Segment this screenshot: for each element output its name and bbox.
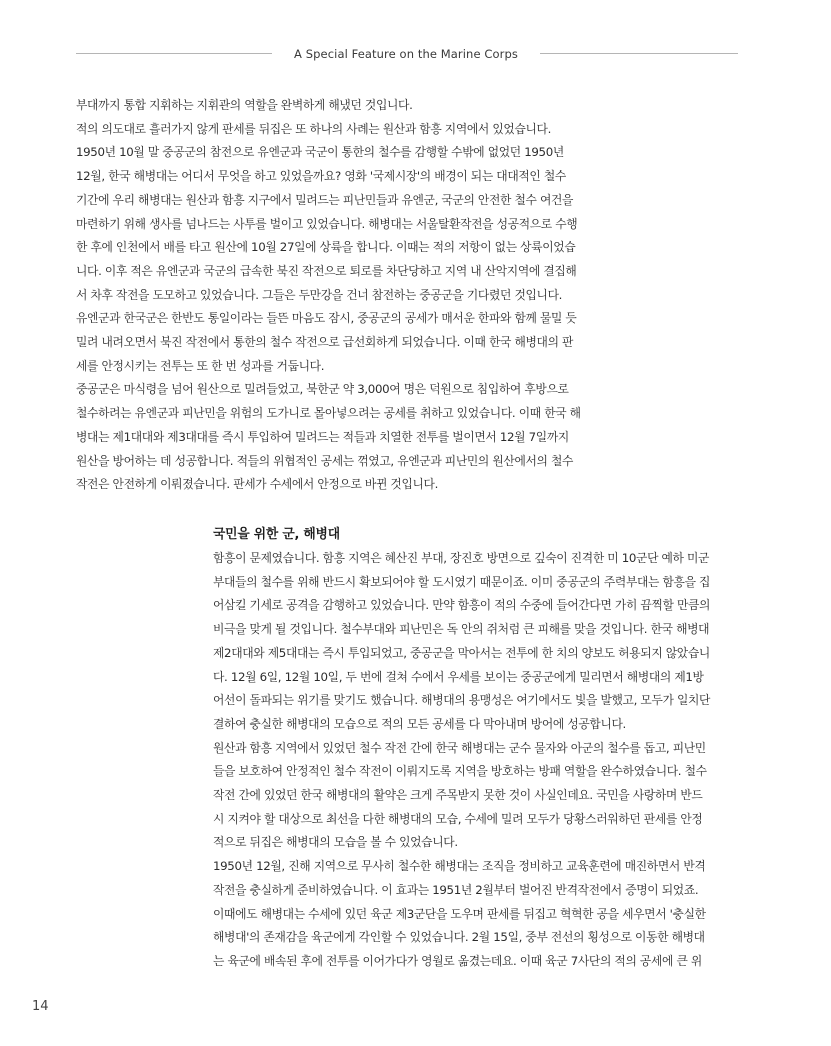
text-line: 부대들의 철수를 위해 반드시 확보되어야 할 도시였기 때문이죠. 이미 중공군의 주력부대는 함흥을 집 (213, 574, 711, 589)
text-line: 작전은 안전하게 이뤄졌습니다. 판세가 수세에서 안정으로 바뀐 것입니다. (76, 477, 438, 492)
text-line: 는 육군에 배속된 후에 전투를 이어가다가 영월로 옮겼는데요. 이때 육군 7사단의 적의 공세에 큰 위 (213, 953, 702, 968)
text-line: 해병대'의 존재감을 육군에게 각인할 수 있었습니다. 2월 15일, 중부 전선의 횡성으로 이동한 해병대 (213, 930, 705, 945)
page-number: 14 (32, 999, 49, 1014)
header-rule-right (540, 53, 738, 54)
body-column-2 (213, 524, 739, 974)
text-line: 적의 의도대로 흘러가지 않게 판세를 뒤집은 또 하나의 사례는 원산과 함흥 지역에서 있었습니다. (76, 121, 551, 136)
text-line: 원산을 방어하는 데 성공합니다. 적들의 위협적인 공세는 꺾였고, 유엔군과 피난민의 원산에서의 철수 (76, 453, 574, 468)
text-line: 마련하기 위해 생사를 넘나드는 사투를 벌이고 있었습니다. 해병대는 서울탈환작전을 성공적으로 수행 (76, 216, 578, 231)
text-line: 비극을 맞게 될 것입니다. 철수부대와 피난민은 독 안의 쥐처럼 큰 피해를 맞을 것입니다. 한국 해병대 (213, 622, 710, 637)
text-line: 한 후에 인천에서 배를 타고 원산에 10월 27일에 상륙을 합니다. 이때는 적의 저항이 없는 상륙이었습 (76, 240, 576, 255)
text-line: 어삼킬 기세로 공격을 감행하고 있었습니다. 만약 함흥이 적의 수중에 들어간다면 가히 끔찍할 만큼의 (213, 598, 711, 613)
section-heading: 국민을 위한 군, 해병대 (213, 527, 340, 542)
text-line: 다. 12월 6일, 12월 10일, 두 번에 걸쳐 수에서 우세를 보이는 중공군에게 밀리면서 해병대의 제1방 (213, 669, 704, 684)
text-line: 적으로 뒤집은 해병대의 모습을 볼 수 있었습니다. (213, 835, 458, 850)
text-line: 부대까지 통합 지휘하는 지휘관의 역할을 완벽하게 해냈던 것입니다. (76, 98, 413, 112)
text-line: 병대는 제1대대와 제3대대를 즉시 투입하여 밀려드는 적들과 치열한 전투를 벌이면서 12월 7일까지 (76, 429, 569, 444)
text-line: 니다. 이후 적은 유엔군과 국군의 급속한 북진 작전으로 퇴로를 차단당하고 지역 내 산악지역에 결집해 (76, 263, 577, 278)
running-header (76, 44, 738, 64)
text-line: 중공군은 마식령을 넘어 원산으로 밀려들었고, 북한군 약 3,000여 명은 덕원으로 침입하여 후방으로 (76, 382, 569, 397)
text-line: 제2대대와 제5대대는 즉시 투입되었고, 중공군을 막아서는 전투에 한 치의 양보도 허용되지 않았습니 (213, 645, 710, 660)
text-line: 세를 안정시키는 전투는 또 한 번 성과를 거둡니다. (76, 358, 325, 373)
text-line: 원산과 함흥 지역에서 있었던 철수 작전 간에 한국 해병대는 군수 물자와 아군의 철수를 돕고, 피난민 (213, 740, 706, 755)
text-line: 결하여 충실한 해병대의 모습으로 적의 모든 공세를 다 막아내며 방어에 성공합니다. (213, 716, 626, 731)
text-line: 12월, 한국 해병대는 어디서 무엇을 하고 있었을까요? 영화 '국제시장'의 배경이 되는 대대적인 철수 (76, 169, 566, 184)
body-text-1 (76, 94, 602, 497)
text-line: 이때에도 해병대는 수세에 있던 육군 제3군단을 도우며 판세를 뒤집고 혁혁한 공을 세우면서 '충실한 (213, 906, 706, 921)
text-line: 작전 간에 있었던 한국 해병대의 활약은 크게 주목받지 못한 것이 사실인데요. 국민을 사랑하며 반드 (213, 788, 703, 803)
text-line: 유엔군과 한국군은 한반도 통일이라는 들뜬 마음도 잠시, 중공군의 공세가 매서운 한파와 함께 물밀 듯 (76, 311, 577, 326)
text-line: 서 차후 작전을 도모하고 있었습니다. 그들은 두만강을 건너 참전하는 중공군을 기다렸던 것입니다. (76, 287, 563, 302)
text-line: 기간에 우리 해병대는 원산과 함흥 지구에서 밀려드는 피난민들과 유엔군, 국군의 안전한 철수 여건을 (76, 192, 574, 207)
text-line: 1950년 12월, 진해 지역으로 무사히 철수한 해병대는 조직을 정비하고 교육훈련에 매진하면서 반격 (213, 859, 706, 874)
text-line: 작전을 충실하게 준비하였습니다. 이 효과는 1951년 2월부터 벌어진 반격작전에서 증명이 되었죠. (213, 882, 699, 897)
text-line: 1950년 10월 말 중공군의 참전으로 유엔군과 국군이 통한의 철수를 감행할 수밖에 없었던 1950년 (76, 145, 564, 160)
header-title: A Special Feature on the Marine Corps (294, 47, 518, 61)
text-line: 철수하려는 유엔군과 피난민을 위험의 도가니로 몰아넣으려는 공세를 취하고 있었습니다. 이때 한국 해 (76, 406, 581, 421)
text-line: 밀려 내려오면서 북진 작전에서 통한의 철수 작전으로 급선회하게 되었습니다. 이때 한국 해병대의 판 (76, 335, 574, 350)
text-line: 들을 보호하여 안정적인 철수 작전이 이뤄지도록 지역을 방호하는 방패 역할을 완수하였습니다. 철수 (213, 764, 707, 779)
body-text-2 (213, 547, 739, 974)
header-rule-left (76, 53, 272, 54)
text-line: 시 지켜야 할 대상으로 최선을 다한 해병대의 모습, 수세에 밀려 모두가 당황스러워하던 판세를 안정 (213, 811, 703, 826)
text-line: 어선이 돌파되는 위기를 맞기도 했습니다. 해병대의 용맹성은 여기에서도 빛을 발했고, 모두가 일치단 (213, 693, 711, 708)
text-line: 함흥이 문제였습니다. 함흥 지역은 혜산진 부대, 장진호 방면으로 깊숙이 진격한 미 10군단 예하 미군 (213, 551, 710, 565)
body-column-1 (76, 94, 602, 497)
